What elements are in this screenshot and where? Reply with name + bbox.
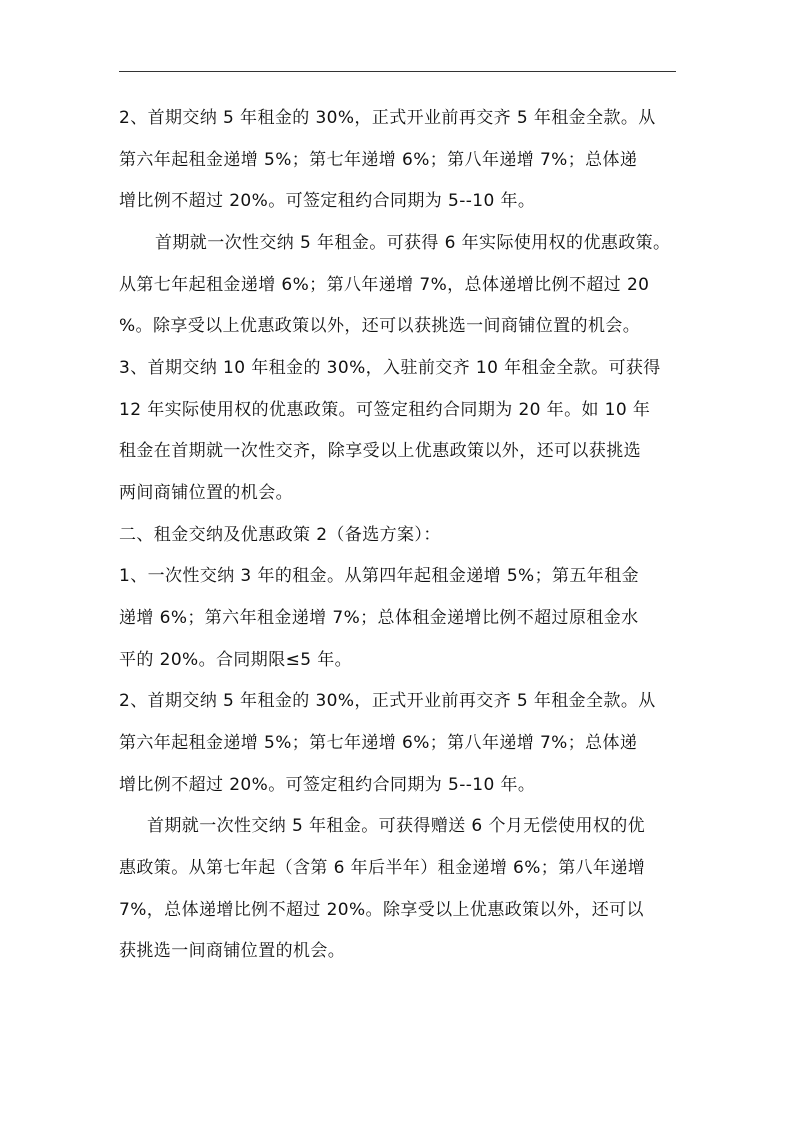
text-line: 平的 20%。合同期限≤5 年。 [119,650,353,670]
text-line: 7%，总体递增比例不超过 20%。除享受以上优惠政策以外，还可以 [119,900,644,920]
text-line: 两间商铺位置的机会。 [119,483,293,503]
text-line: 首期就一次性交纳 5 年租金。可获得 6 年实际使用权的优惠政策。 [155,233,671,253]
text-line: 2、首期交纳 5 年租金的 30%，正式开业前再交齐 5 年租金全款。从 [119,108,656,128]
text-line: %。除享受以上优惠政策以外，还可以获挑选一间商铺位置的机会。 [119,316,641,336]
text-line: 12 年实际使用权的优惠政策。可签定租约合同期为 20 年。如 10 年 [119,400,651,420]
text-line: 首期就一次性交纳 5 年租金。可获得赠送 6 个月无偿使用权的优 [147,816,646,836]
text-line: 租金在首期就一次性交齐，除享受以上优惠政策以外，还可以获挑选 [119,441,641,461]
header-rule [119,71,676,72]
text-line: 增比例不超过 20%。可签定租约合同期为 5--10 年。 [119,775,536,795]
text-line: 1、一次性交纳 3 年的租金。从第四年起租金递增 5%；第五年租金 [119,566,640,586]
text-line: 第六年起租金递增 5%；第七年递增 6%；第八年递增 7%；总体递 [119,733,638,753]
text-line: 从第七年起租金递增 6%；第八年递增 7%，总体递增比例不超过 20 [119,275,650,295]
text-line: 获挑选一间商铺位置的机会。 [119,941,346,961]
section-heading: 二、租金交纳及优惠政策 2（备选方案）： [119,525,441,545]
text-line: 增比例不超过 20%。可签定租约合同期为 5--10 年。 [119,191,536,211]
text-line: 惠政策。从第七年起（含第 6 年后半年）租金递增 6%；第八年递增 [119,858,646,878]
text-line: 3、首期交纳 10 年租金的 30%，入驻前交齐 10 年租金全款。可获得 [119,358,661,378]
text-line: 2、首期交纳 5 年租金的 30%，正式开业前再交齐 5 年租金全款。从 [119,691,656,711]
text-line: 递增 6%；第六年租金递增 7%；总体租金递增比例不超过原租金水 [119,608,639,628]
text-line: 第六年起租金递增 5%；第七年递增 6%；第八年递增 7%；总体递 [119,150,638,170]
